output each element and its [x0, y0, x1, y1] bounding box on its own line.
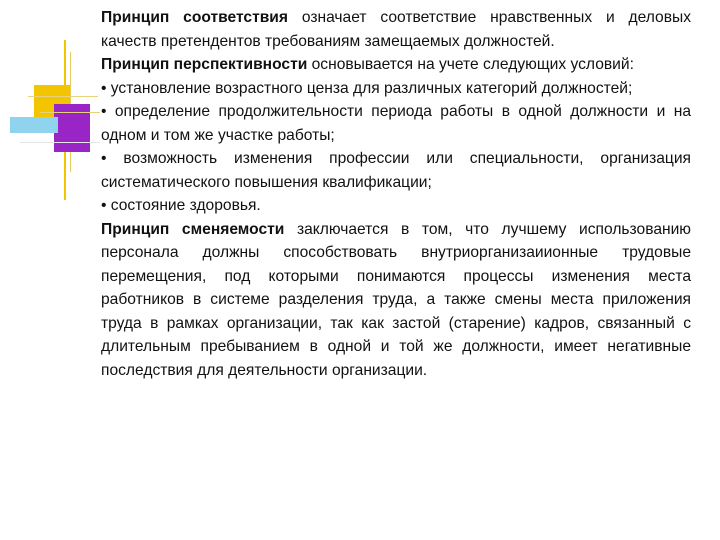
term-correspondence: Принцип соответствия: [101, 9, 288, 26]
term-perspective: Принцип перспективности: [101, 56, 308, 73]
paragraph-rotation: [101, 218, 691, 383]
definition-rotation: заключается в том, что лучшему использованию персонала должны способствовать внутриорганизаиионные трудовые перемещения, под которыми понимаются процессы изменения места работников в системе разделения труда, а также смены места приложения труда в рамках организации, так как застой (старение) кадров, связанный с длительным пребыванием в одной и той же должности, имеет негативные последствия для деятельности организации.: [101, 220, 692, 379]
bullet-item: • определение продолжительности периода работы в одной должности и на одном и том же участке работы;: [101, 103, 691, 144]
bullet-item: • возможность изменения профессии или специальности, организация систематического повышения квалификации;: [101, 150, 691, 191]
decor-horizontal-line: [28, 96, 98, 97]
decor-horizontal-line: [20, 142, 100, 143]
term-rotation: Принцип сменяемости: [101, 220, 285, 238]
decorative-squares: [0, 0, 100, 200]
paragraph-correspondence: [101, 6, 691, 53]
bullet-item: • установление возрастного ценза для различных категорий должностей;: [101, 79, 633, 97]
decor-cyan-bar: [10, 117, 58, 133]
bullet-item: • состояние здоровья.: [101, 197, 261, 214]
definition-perspective: основывается на учете следующих условий:: [307, 56, 634, 73]
decor-horizontal-line: [40, 112, 100, 113]
definition-correspondence: означает соответствие нравственных и деловых качеств претендентов требованиям замещаемых должностей.: [101, 9, 691, 50]
slide-body: [101, 6, 691, 382]
paragraph-perspective: [101, 53, 691, 77]
